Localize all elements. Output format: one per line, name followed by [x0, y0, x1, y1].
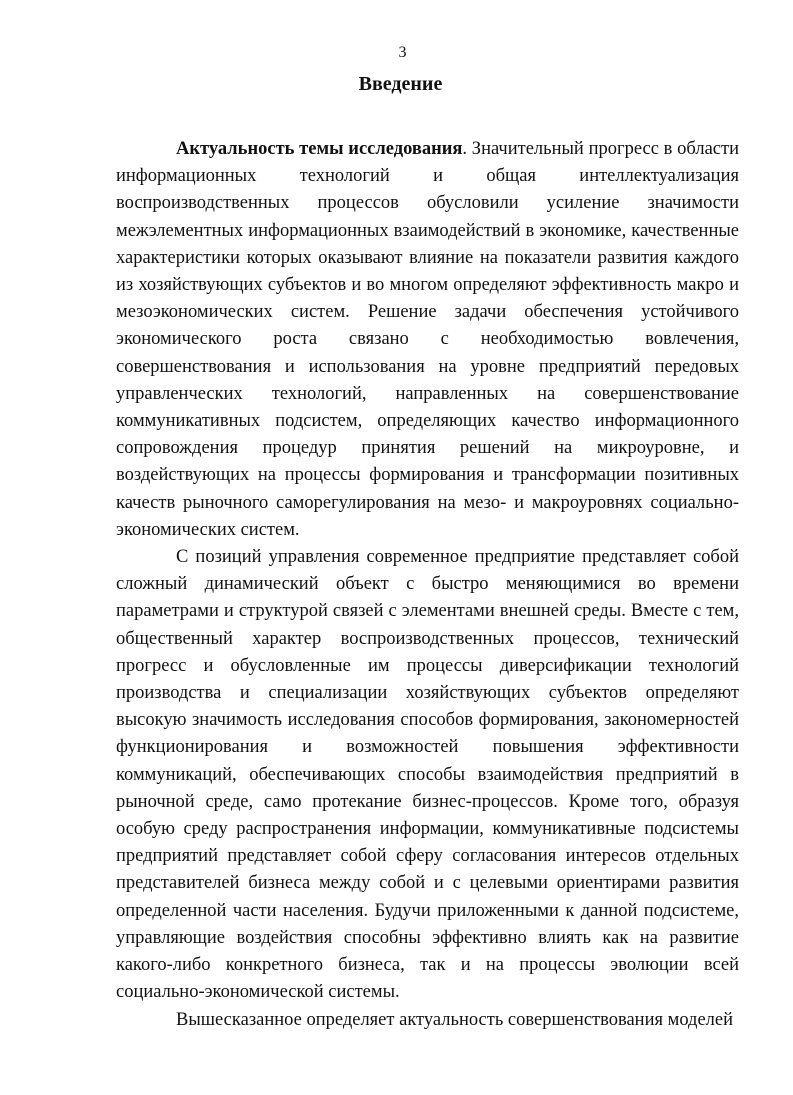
paragraph-management: С позиций управления современное предприятие представляет собой сложный динамический объект с быстро меняющимися во времени параметрами и структурой связей с элементами внешней среды. Вместе с тем, общественный характер воспроизводственных процессов, технический прогресс и обусловленные им процессы диверсификации технологий производства и специализации хозяйствующих субъектов определяют высокую значимость исследования способов формирования, закономерностей функционирования и возможностей повышения эффективности коммуникаций, обеспечивающих способы взаимодействия предприятий в рыночной среде, само протекание бизнес-процессов. Кроме того, образуя особую среду распространения информации, коммуникативные подсистемы предприятий представляет собой сферу согласования интересов отдельных представителей бизнеса между собой и с целевыми ориентирами развития определенной части населения. Будучи приложенными к данной подсистеме, управляющие воздействия способны эффективно влиять как на развитие какого-либо конкретного бизнеса, так и на процессы эволюции всей социально-экономической системы.: [116, 547, 739, 1003]
paragraph-lead: Актуальность темы исследования: [176, 139, 463, 159]
paragraph-text: . Значительный прогресс в области информационных технологий и общая интеллектуализация воспроизводственных процессов обусловили усиление значимости межэлементных информационных взаимодействий в экономике, качественные характеристики которых оказывают влияние на показатели развития каждого из хозяйствующих субъектов и во многом определяют эффективность макро и мезоэкономических систем. Решение задачи обеспечения устойчивого экономического роста связано с необходимостью вовлечения, совершенствования и использования на уровне предприятий передовых управленческих технологий, направленных на совершенствование коммуникативных подсистем, определяющих качество информационного сопровождения процедур принятия решений на микроуровне, и воздействующих на процессы формирования и трансформации позитивных качеств рыночного саморегулирования на мезо- и макроуровнях социально-экономических систем.: [116, 139, 739, 540]
page-title: Введение: [358, 73, 443, 95]
paragraph-conclusion: Вышесказанное определяет актуальность совершенствования моделей: [176, 1009, 734, 1030]
body-text: [116, 136, 739, 1034]
page-number: 3: [398, 44, 407, 61]
paragraph-relevance: [116, 136, 739, 544]
